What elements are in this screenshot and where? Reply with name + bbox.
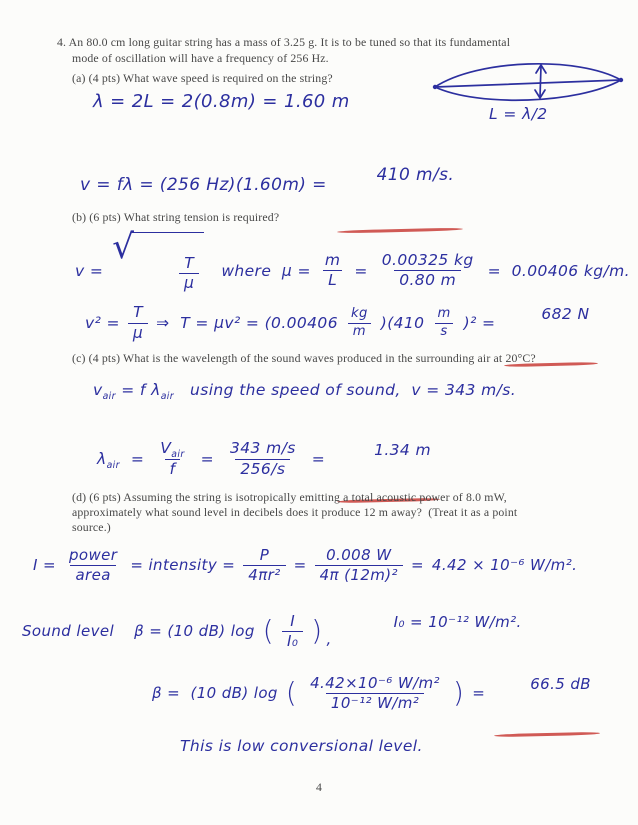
c2-equals1: =: [130, 450, 145, 468]
d3-beta: β = (10 dB) log: [152, 684, 278, 702]
close-paren: ): [452, 676, 465, 710]
part-b-answer: [509, 287, 589, 359]
b1-lhs: v =: [75, 261, 104, 280]
c1-sub-air2: air: [160, 391, 175, 403]
fraction-kg-over-m: [346, 307, 373, 340]
fraction-denominator: 4π (12m)²: [315, 565, 403, 584]
b1-equals: =: [354, 261, 368, 280]
c2-sub-air: air: [106, 460, 120, 472]
b2-lhs: v² =: [85, 314, 120, 332]
fraction-numerator: I: [290, 612, 296, 630]
lambda-symbol: λ: [97, 450, 107, 468]
d2-comma: ,: [326, 629, 332, 648]
part-d-soundlevel-formula: [22, 613, 522, 650]
fraction-denominator: m: [348, 323, 371, 340]
d3-equals: =: [472, 684, 486, 702]
problem-intro-line1: 4. An 80.0 cm long guitar string has a mass of 3.25 g. It is to be tuned so that its fundamental: [57, 35, 511, 49]
part-d-answer-text: 66.5 dB: [530, 675, 591, 693]
amplitude-arrow-shaft: [540, 66, 541, 97]
fraction-denominator: μ: [179, 273, 199, 292]
d1-equals1: =: [293, 556, 307, 575]
fraction-denominator: area: [70, 565, 115, 584]
fraction-m-over-L: [320, 252, 346, 290]
part-d-question-line1: (d) (6 pts) Assuming the string is isotropically emitting a total acoustic power of 8.0 mW,: [72, 490, 507, 504]
fraction-denominator: 10⁻¹² W/m²: [326, 693, 424, 712]
c1-sub-air: air: [102, 391, 116, 403]
c1-v: v: [93, 381, 103, 399]
close-paren: ): [311, 614, 323, 648]
d1-lhs: I =: [33, 556, 56, 575]
fraction-343-over-256: [225, 440, 301, 478]
b2-squared-equals: )² =: [463, 314, 496, 332]
fraction-numerator: T: [184, 254, 195, 272]
fraction-m-over-s: [432, 307, 455, 340]
part-a-question: (a) (4 pts) What wave speed is required on the string?: [72, 71, 333, 85]
b1-result: = 0.00406 kg/m.: [487, 261, 630, 280]
fraction-numerator: 343 m/s: [230, 439, 296, 458]
b2-times: )(410: [380, 314, 425, 332]
d2-reference-intensity: I₀ = 10⁻¹² W/m².: [393, 613, 522, 631]
standing-wave-diagram: [428, 56, 628, 108]
string-node-right: [619, 78, 623, 82]
fraction-numerator: T: [133, 303, 143, 322]
fraction-denominator: μ: [128, 323, 148, 342]
fraction-denominator: I₀: [282, 631, 303, 650]
c1-mid: = f λ: [121, 381, 161, 399]
fraction-numerator: m: [437, 305, 451, 321]
part-c-answer-text: 1.34 m: [374, 441, 432, 459]
part-c-work-line1: [93, 381, 517, 403]
fraction-power-over-area: [64, 547, 122, 584]
numerator-sub-air: air: [171, 449, 185, 461]
page-number: 4: [315, 780, 323, 794]
string-node-left: [433, 85, 437, 89]
part-d-intensity-work: [33, 547, 577, 584]
d2-beta-formula: β = (10 dB) log: [134, 622, 255, 641]
d1-result: 4.42 × 10⁻⁶ W/m².: [431, 556, 578, 575]
part-a-speed-expression: v = fλ = (256 Hz)(1.60m) =: [80, 175, 327, 195]
fraction-numerator: m: [324, 251, 341, 269]
c2-lambda: [97, 450, 120, 472]
fraction-denominator: s: [435, 323, 452, 340]
fraction-numerator: P: [259, 546, 270, 564]
part-d-question-line2: approximately what sound level in decibels does it produce 12 m away? (Treat it as a point: [72, 505, 518, 519]
part-d-question-line3: source.): [72, 520, 111, 534]
fraction-P-over-4pir2: [243, 547, 285, 584]
problem-intro-line2: mode of oscillation will have a frequency of 256 Hz.: [72, 51, 329, 65]
string-rest-line: [435, 80, 621, 87]
part-a-wavelength-work: λ = 2L = 2(0.8m) = 1.60 m: [93, 91, 350, 112]
fraction-numerator: 4.42×10⁻⁶ W/m²: [310, 673, 440, 692]
fraction-intensity-ratio: [305, 675, 445, 712]
part-a-answer-text: 410 m/s.: [376, 165, 455, 185]
part-d-note: This is low conversional level.: [180, 737, 423, 755]
numerator-v: V: [160, 439, 172, 458]
fraction-vair-over-f: [155, 440, 189, 478]
open-paren: (: [262, 614, 274, 648]
d2-label: Sound level: [22, 622, 115, 641]
part-b-work-line2: [85, 287, 590, 359]
fraction-mass-over-length: [377, 252, 479, 290]
b1-where: where μ =: [221, 261, 311, 280]
part-c-question: (c) (4 pts) What is the wavelength of the sound waves produced in the surrounding air at 20°C?: [72, 351, 536, 365]
part-d-soundlevel-calc: [152, 657, 591, 729]
part-c-answer: [342, 423, 431, 495]
fraction-numerator: 0.008 W: [326, 546, 392, 564]
d1-intensity: = intensity =: [130, 556, 236, 575]
fraction-I-over-I0: [282, 613, 303, 650]
part-a-answer: [342, 145, 454, 225]
fraction-T-over-mu: [128, 304, 148, 342]
diagram-label: L = λ/2: [489, 105, 548, 123]
fraction-power-numbers: [315, 547, 403, 584]
fraction-numerator: power: [68, 546, 118, 564]
answer-underline: [494, 732, 600, 737]
fraction-numerator: 0.00325 kg: [381, 251, 474, 269]
c2-equals2: =: [200, 450, 214, 468]
fraction-numerator: kg: [350, 305, 368, 321]
d1-equals2: =: [410, 556, 424, 575]
c1-rest: using the speed of sound, v = 343 m/s.: [179, 381, 517, 399]
fraction-denominator: f: [165, 459, 181, 478]
open-paren: (: [285, 676, 298, 710]
c2-equals3: =: [311, 450, 326, 468]
part-c-work-line2: [97, 423, 431, 495]
fraction-denominator: 256/s: [235, 459, 290, 478]
fraction-denominator: 4πr²: [243, 565, 285, 584]
radical-sign: √: [112, 227, 135, 267]
fraction-denominator: 0.80 m: [394, 270, 461, 289]
part-b-question: (b) (6 pts) What string tension is required?: [72, 210, 280, 224]
part-b-answer-text: 682 N: [541, 305, 590, 323]
b2-implies: ⇒ T = μv² = (0.00406: [156, 314, 338, 332]
part-d-answer: [499, 657, 591, 729]
fraction-numerator: [155, 439, 189, 461]
fraction-denominator: L: [323, 270, 342, 289]
